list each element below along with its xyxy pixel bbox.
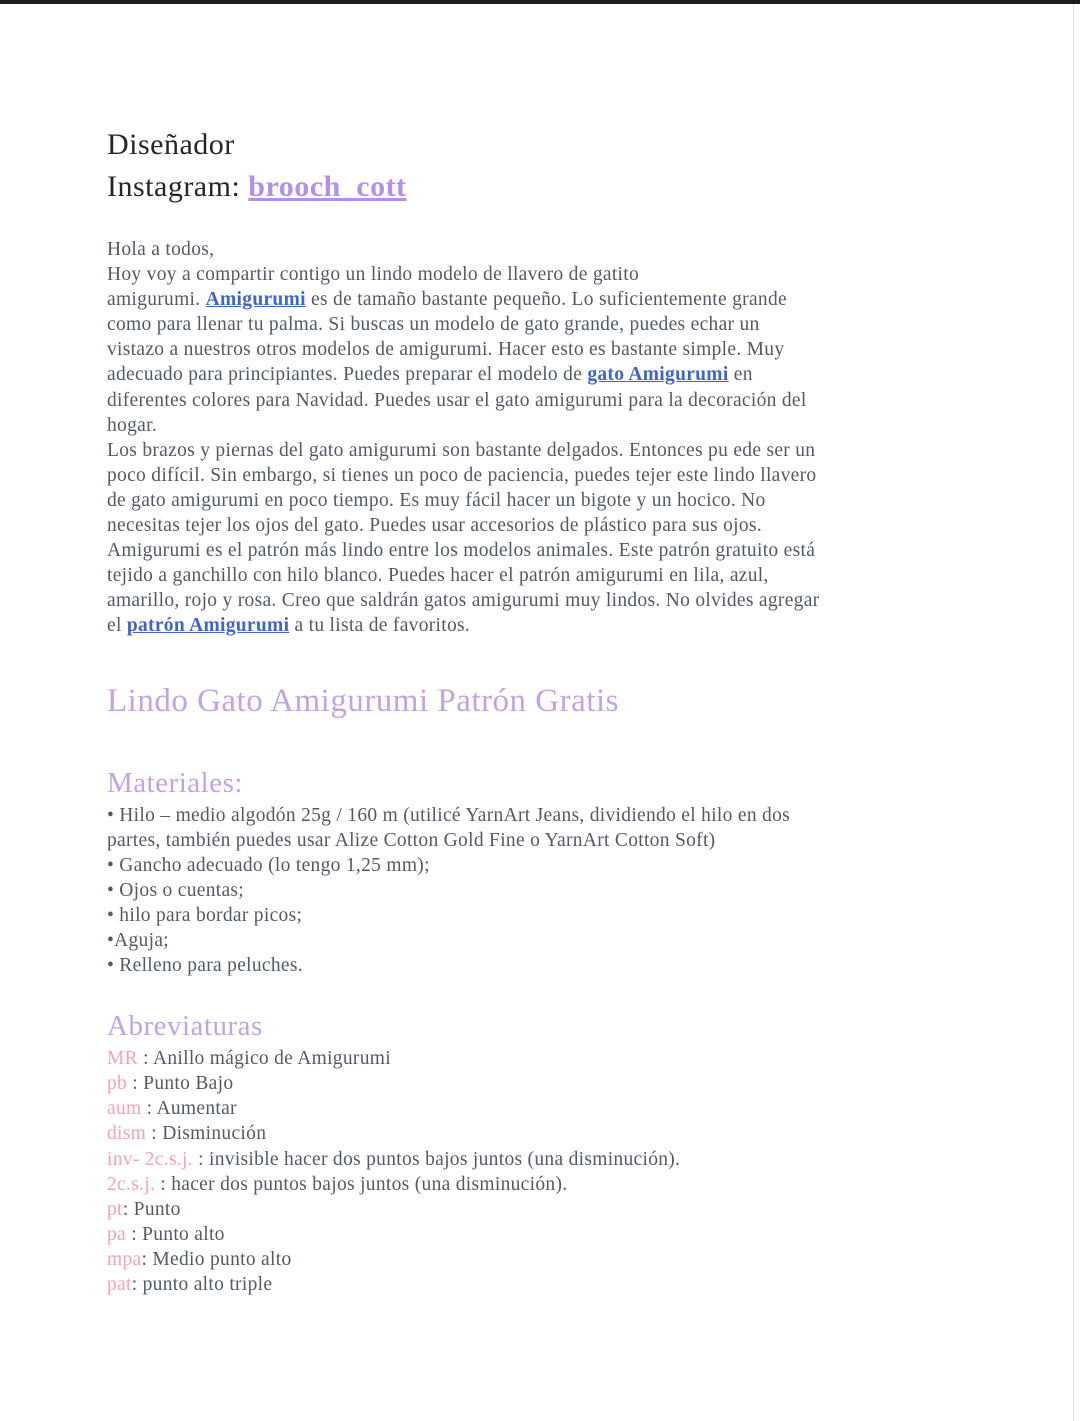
document-content <box>0 124 1080 1297</box>
abbreviation-row <box>107 1147 990 1172</box>
abbreviation-term: MR <box>107 1048 138 1070</box>
intro-line <box>107 237 990 262</box>
main-heading: Lindo Gato Amigurumi Patrón Gratis <box>107 682 619 719</box>
abbreviation-desc: : punto alto triple <box>131 1274 273 1295</box>
abbreviation-row <box>107 1096 990 1121</box>
intro-line <box>107 613 990 638</box>
intro-line <box>107 513 990 538</box>
abbreviation-term: aum <box>107 1098 142 1120</box>
materials-line: •Aguja; <box>107 929 169 951</box>
intro-line <box>107 563 990 588</box>
abbreviation-desc: : Anillo mágico de Amigurumi <box>137 1048 391 1070</box>
abbreviation-row <box>107 1247 990 1272</box>
materials-line: • hilo para bordar picos; <box>107 904 303 926</box>
abbreviation-desc: : Disminución <box>146 1123 267 1145</box>
materials-line: • Relleno para peluches. <box>107 955 303 977</box>
abbreviation-term: pat <box>107 1274 132 1295</box>
page-edge-line <box>1073 4 1074 1421</box>
text-segment: de gato amigurumi en poco tiempo. Es muy fácil hacer un bigote y un hocico. No <box>107 489 766 511</box>
abbreviation-row <box>107 1172 990 1197</box>
materials-heading: Materiales: <box>107 766 243 799</box>
abbreviation-term: mpa <box>107 1248 142 1270</box>
materials-line: partes, también puedes usar Alize Cotton Gold Fine o YarnArt Cotton Soft) <box>107 829 716 851</box>
text-segment: en <box>728 364 753 386</box>
text-segment: como para llenar tu palma. Si buscas un modelo de gato grande, puedes echar un <box>107 314 760 336</box>
text-segment: a tu lista de favoritos. <box>289 615 471 637</box>
inline-link[interactable]: Amigurumi <box>205 289 306 311</box>
inline-link[interactable]: patrón Amigurumi <box>126 615 290 637</box>
abbreviation-term: dism <box>107 1123 147 1145</box>
text-segment: tejido a ganchillo con hilo blanco. Puedes hacer el patrón amigurumi en lila, azul, <box>107 565 769 587</box>
designer-label: Diseñador <box>107 128 235 161</box>
abbreviation-row <box>107 1197 990 1222</box>
text-segment: poco difícil. Sin embargo, si tienes un poco de paciencia, puedes tejer este lindo llavero <box>107 464 817 486</box>
abbreviation-term: pa <box>107 1223 127 1245</box>
abbreviation-desc: : Punto <box>122 1198 181 1220</box>
intro-line <box>107 388 990 413</box>
abbreviation-row <box>107 1046 990 1071</box>
text-segment: Amigurumi es el patrón más lindo entre los modelos animales. Este patrón gratuito está <box>107 540 816 562</box>
inline-link[interactable]: gato Amigurumi <box>587 364 729 386</box>
intro-line <box>107 488 990 513</box>
abbreviation-desc: : hacer dos puntos bajos juntos (una disminución). <box>155 1173 568 1195</box>
abbreviation-row <box>107 1222 990 1247</box>
abbreviation-term: pb <box>107 1073 128 1095</box>
text-segment: diferentes colores para Navidad. Puedes usar el gato amigurumi para la decoración del <box>107 389 807 411</box>
materials-line: • Ojos o cuentas; <box>107 879 245 901</box>
abbreviation-desc: : invisible hacer dos puntos bajos juntos (una disminución). <box>192 1148 681 1170</box>
intro-paragraph <box>107 237 990 639</box>
abbreviation-desc: : Aumentar <box>141 1098 237 1120</box>
intro-line <box>107 413 990 438</box>
text-segment: Hola a todos, <box>107 239 215 260</box>
instagram-label: Instagram: <box>107 170 249 203</box>
abbreviation-term: pt <box>107 1198 123 1220</box>
text-segment: amarillo, rojo y rosa. Creo que saldrán gatos amigurumi muy lindos. No olvides agregar <box>107 590 820 612</box>
abbreviation-row <box>107 1121 990 1146</box>
text-segment: adecuado para principiantes. Puedes preparar el modelo de <box>107 364 588 386</box>
abbreviation-row <box>107 1272 990 1297</box>
intro-line <box>107 588 990 613</box>
intro-line <box>107 312 990 337</box>
abbreviations-heading: Abreviaturas <box>107 1010 263 1043</box>
text-segment: Hoy voy a compartir contigo un lindo modelo de llavero de gatito <box>107 264 640 286</box>
text-segment: el <box>107 615 127 637</box>
intro-line <box>107 262 990 287</box>
instagram-handle-link[interactable]: brooch_cott <box>248 170 407 203</box>
intro-line <box>107 362 990 387</box>
intro-line <box>107 438 990 463</box>
abbreviations-list <box>107 1046 990 1297</box>
top-bar <box>0 0 1080 4</box>
abbreviation-term: 2c.s.j. <box>107 1173 156 1195</box>
text-segment: amigurumi. <box>107 289 206 311</box>
intro-line <box>107 538 990 563</box>
abbreviation-row <box>107 1071 990 1096</box>
abbreviation-desc: : Medio punto alto <box>141 1248 292 1270</box>
materials-line: • Hilo – medio algodón 25g / 160 m (utilicé YarnArt Jeans, dividiendo el hilo en dos <box>107 804 791 826</box>
document-title <box>107 124 990 208</box>
materials-line: • Gancho adecuado (lo tengo 1,25 mm); <box>107 854 430 876</box>
text-segment: hogar. <box>107 414 157 436</box>
text-segment: Los brazos y piernas del gato amigurumi son bastante delgados. Entonces pu ede ser un <box>107 439 816 461</box>
materials-list <box>107 803 990 979</box>
text-segment: vistazo a nuestros otros modelos de amigurumi. Hacer esto es bastante simple. Muy <box>107 339 785 361</box>
intro-line <box>107 337 990 362</box>
intro-line <box>107 287 990 312</box>
abbreviation-desc: : Punto alto <box>126 1223 225 1245</box>
abbreviation-term: inv- 2c.s.j. <box>107 1148 193 1170</box>
intro-line <box>107 463 990 488</box>
text-segment: es de tamaño bastante pequeño. Lo suficientemente grande <box>305 289 787 311</box>
text-segment: necesitas tejer los ojos del gato. Puedes usar accesorios de plástico para sus ojos. <box>107 515 762 537</box>
abbreviation-desc: : Punto Bajo <box>127 1073 234 1095</box>
